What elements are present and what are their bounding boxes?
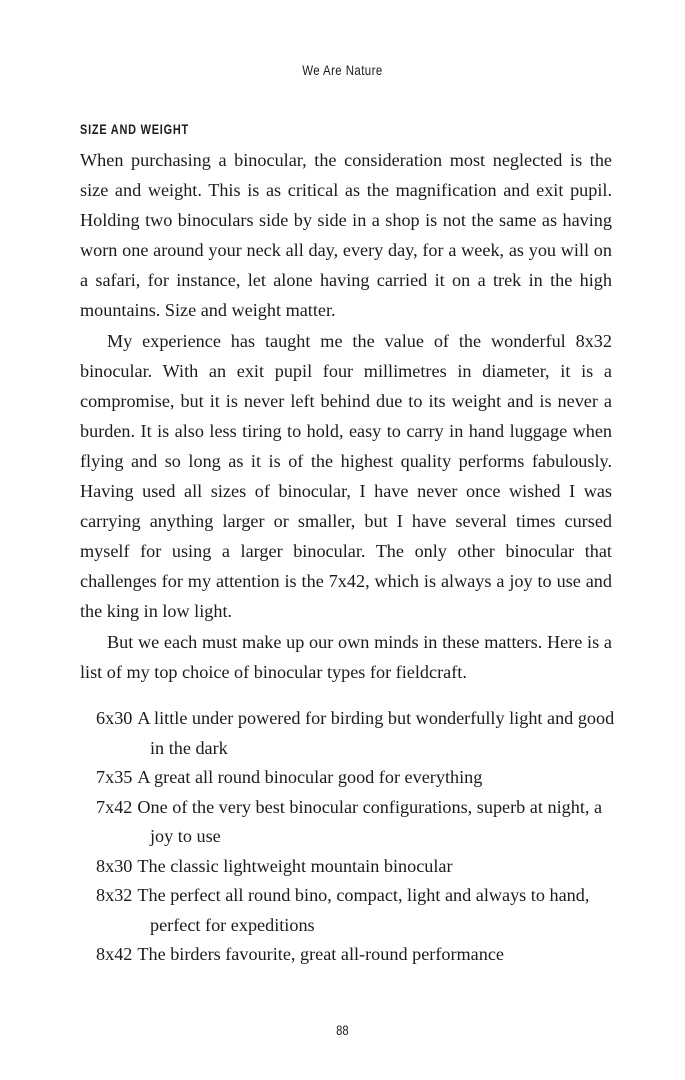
list-item [96,793,616,852]
binocular-model: 8x30 [96,855,133,876]
binocular-description: The classic lightweight mountain binocular [137,855,453,876]
list-item [96,940,616,970]
body-text [80,145,612,687]
binocular-description: A great all round binocular good for everything [137,767,483,787]
list-item [96,763,616,793]
binocular-model: 8x32 [96,885,133,905]
binocular-model: 7x35 [96,767,133,787]
paragraph-2: My experience has taught me the value of the wonderful 8x32 binocular. With an exit pupil four millimetres in diameter, it is a compromise, but it is never left behind due to its weight and is never a burden. It is also less tiring to hold, easy to carry in hand luggage when flying and so long as it is of the highest quality performs fabulously. Having used all sizes of binocular, I have never once wished I was carrying anything larger or smaller, but I have several times cursed myself for using a larger binocular. The only other binocular that challenges for my attention is the 7x42, which is always a joy to use and the king in low light. [80,330,612,622]
binocular-model: 7x42 [96,796,133,817]
running-head: We Are Nature [302,62,383,78]
binocular-description: The perfect all round bino, compact, light and always to hand, perfect for expeditions [137,885,590,935]
binocular-description: One of the very best binocular configurations, superb at night, a joy to use [137,796,603,846]
page-number: 88 [336,1022,349,1038]
binocular-model: 8x42 [96,944,133,964]
binocular-description: A little under powered for birding but wonderfully light and good in the dark [137,708,615,758]
binocular-list [96,704,616,970]
section-heading: SIZE AND WEIGHT [80,121,189,137]
paragraph-1: When purchasing a binocular, the consideration most neglected is the size and weight. This is as critical as the magnification and exit pupil. Holding two binoculars side by side in a shop is not the same as having worn one around your neck all day, every day, for a week, as you will on a safari, for instance, let alone having carried it on a trek in the high mountains. Size and weight matter. [80,150,612,321]
binocular-model: 6x30 [96,708,133,728]
list-item [96,704,616,763]
binocular-description: The birders favourite, great all-round performance [137,944,504,964]
list-item [96,852,616,882]
list-item [96,881,616,940]
paragraph-3: But we each must make up our own minds in these matters. Here is a list of my top choice of binocular types for fieldcraft. [80,631,612,682]
